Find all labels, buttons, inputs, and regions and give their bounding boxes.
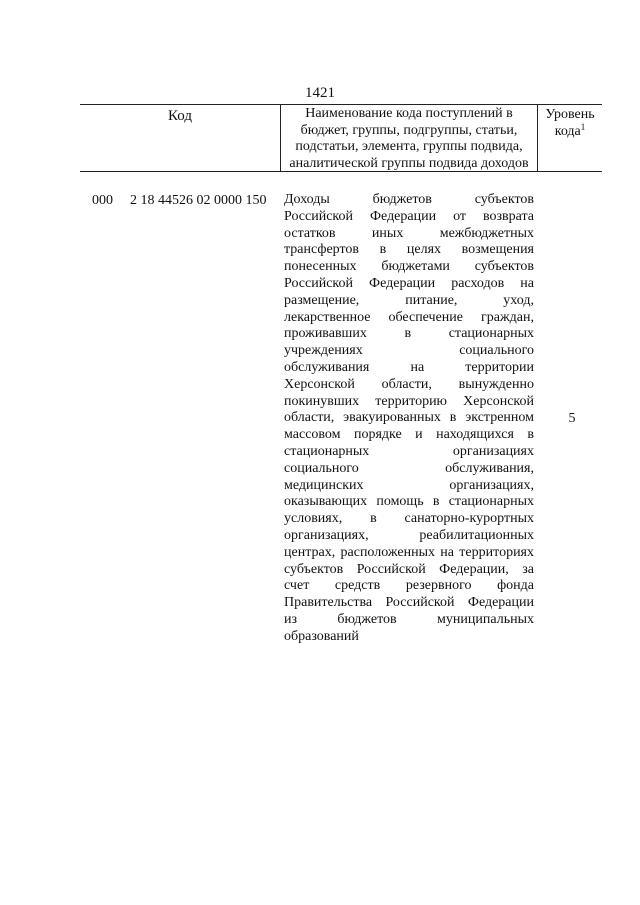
description-line: организациях, реабилитационных xyxy=(284,527,534,543)
description-line: условиях, в санаторно-курортных xyxy=(284,511,534,527)
row-admin-code: 000 xyxy=(92,193,113,208)
header-name-column xyxy=(280,105,538,171)
description-line: трансфертов в целях возмещения xyxy=(284,242,534,258)
description-line: медицинских организациях, xyxy=(284,477,534,493)
description-line: массовом порядке и находящихся в xyxy=(284,427,534,443)
row-kbk-code: 2 18 44526 02 0000 150 xyxy=(130,193,267,208)
description-line: обслуживания на территории xyxy=(284,359,534,375)
header-level-line2 xyxy=(538,123,602,140)
description-line: оказывающих помощь в стационарных xyxy=(284,494,534,510)
description-line: учреждениях социального xyxy=(284,343,534,359)
description-line: центрах, расположенных на территориях xyxy=(284,544,534,560)
description-line: понесенных бюджетами субъектов xyxy=(284,259,534,275)
description-line: Российской Федерации от возврата xyxy=(284,208,534,224)
header-level-footnote: 1 xyxy=(580,122,586,132)
description-line: Доходы бюджетов субъектов xyxy=(284,192,534,207)
description-line: покинувших территорию Херсонской xyxy=(284,393,534,409)
header-code-column: Код xyxy=(168,108,192,124)
description-line: счет средств резервного фонда xyxy=(284,578,534,594)
description-line: Российской Федерации расходов на xyxy=(284,275,534,291)
description-line: размещение, питание, уход, xyxy=(284,292,534,308)
description-line: образований xyxy=(284,628,359,644)
description-line: проживавших в стационарных xyxy=(284,326,534,342)
row-description xyxy=(284,192,534,646)
header-name-line: аналитической группы подвида доходов xyxy=(289,155,529,171)
description-line: Херсонской области, вынужденно xyxy=(284,376,534,392)
table-header xyxy=(80,104,602,172)
header-level-line1: Уровень xyxy=(545,107,595,122)
description-line: остатков иных межбюджетных xyxy=(284,225,534,241)
header-name-line: Наименование кода поступлений в xyxy=(305,106,513,121)
description-line: лекарственное обеспечение граждан, xyxy=(284,309,534,325)
row-level-value: 5 xyxy=(568,411,576,426)
description-line: социального обслуживания, xyxy=(284,460,534,476)
description-line: области, эвакуированных в экстренном xyxy=(284,410,534,426)
description-line: из бюджетов муниципальных xyxy=(284,611,534,627)
header-level-text: кода xyxy=(554,124,581,139)
header-name-line: бюджет, группы, подгруппы, статьи, xyxy=(300,122,518,138)
description-line: стационарных организациях xyxy=(284,443,534,459)
header-name-line: подстатьи, элемента, группы подвида, xyxy=(295,139,523,154)
page-number: 1421 xyxy=(305,85,335,101)
description-line: субъектов Российской Федерации, за xyxy=(284,561,534,577)
description-line: Правительства Российской Федерации xyxy=(284,595,534,611)
header-level-column xyxy=(538,105,602,171)
